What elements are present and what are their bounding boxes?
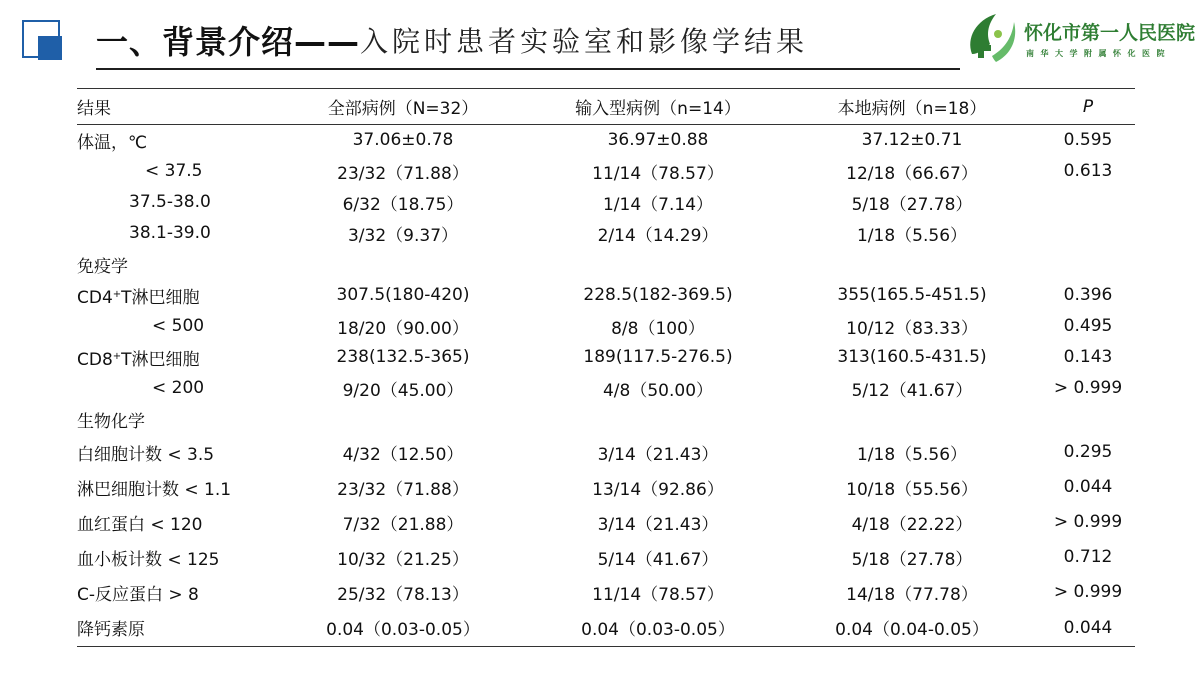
row-label	[77, 342, 273, 373]
table-row-section	[77, 404, 1135, 435]
cell-all: 23/32（71.88）	[337, 479, 469, 500]
cell-local: 5/18（27.78）	[851, 549, 973, 570]
cell-p: 0.712	[1063, 547, 1113, 567]
cell-p: 0.595	[1063, 130, 1113, 151]
cell-local: 37.12±0.71	[861, 130, 963, 151]
cell-local: 10/18（55.56）	[846, 479, 978, 500]
cell-p: > 0.999	[1053, 512, 1123, 532]
row-label: 37.5-38.0	[129, 192, 211, 212]
row-label-superscript: +	[112, 350, 122, 362]
row-label: 血小板计数 < 125	[77, 549, 220, 570]
column-header-local-cases: 本地病例（n=18）	[783, 89, 1041, 125]
cell-imported: 0.04（0.03-0.05）	[533, 610, 783, 647]
hospital-leaf-cross-logo-icon	[962, 10, 1020, 68]
hospital-name: 怀化市第一人民医院	[1024, 22, 1196, 44]
cell-p	[1041, 249, 1135, 280]
cell-imported: 13/14（92.86）	[592, 479, 724, 500]
title-underline	[96, 68, 960, 70]
cell-p: 0.495	[1063, 316, 1113, 336]
row-label-suffix: T淋巴细胞	[121, 287, 200, 308]
table-row	[77, 435, 1135, 470]
corner-filled-square	[38, 36, 62, 60]
section-label-biochemistry: 生物化学	[77, 411, 145, 432]
table-row	[77, 125, 1135, 156]
cell-imported: 1/14（7.14）	[602, 194, 714, 215]
cell-p	[1041, 187, 1135, 218]
table-row	[77, 610, 1135, 647]
column-header-all-cases: 全部病例（N=32）	[273, 89, 533, 125]
cell-all: 307.5(180-420)	[336, 285, 470, 305]
cell-p: > 0.999	[1053, 378, 1123, 398]
cell-local: 355(165.5-451.5)	[837, 285, 987, 305]
table-header-row	[77, 89, 1135, 125]
cell-local: 5/12（41.67）	[851, 380, 973, 401]
cell-imported: 11/14（78.57）	[592, 584, 724, 605]
cell-imported: 4/8（50.00）	[602, 380, 714, 401]
slide-title-main: 一、背景介绍——	[96, 23, 361, 61]
cell-all: 18/20（90.00）	[337, 318, 469, 339]
table-row	[77, 470, 1135, 505]
row-label-superscript: +	[112, 288, 122, 300]
cell-local	[783, 249, 1041, 280]
cell-p: 0.613	[1063, 161, 1113, 181]
table-row	[77, 311, 1135, 342]
cell-all: 238(132.5-365)	[336, 347, 470, 367]
table-row	[77, 156, 1135, 187]
cell-all: 10/32（21.25）	[337, 549, 469, 570]
cell-imported: 189(117.5-276.5)	[583, 347, 733, 367]
cell-p: 0.295	[1063, 442, 1113, 462]
cell-imported: 228.5(182-369.5)	[583, 285, 733, 305]
cell-p: 0.044	[1041, 610, 1135, 647]
cell-local: 12/18（66.67）	[846, 163, 978, 184]
row-label: < 37.5	[145, 161, 203, 181]
slide-title	[96, 16, 808, 66]
cell-local: 4/18（22.22）	[851, 514, 973, 535]
row-label: 降钙素原	[77, 610, 273, 647]
cell-p: 0.396	[1063, 285, 1113, 305]
slide-title-sub: 入院时患者实验室和影像学结果	[360, 25, 809, 58]
table-row	[77, 540, 1135, 575]
cell-p: > 0.999	[1053, 582, 1123, 602]
cell-imported: 11/14（78.57）	[592, 163, 724, 184]
cell-imported	[533, 249, 783, 280]
row-label-prefix: CD4	[77, 287, 113, 308]
table-row	[77, 218, 1135, 249]
cell-all: 0.04（0.03-0.05）	[273, 610, 533, 647]
column-header-p-value: P	[1041, 89, 1135, 125]
row-label-prefix: CD8	[77, 349, 113, 370]
cell-local	[783, 404, 1041, 435]
cell-p: 0.143	[1063, 347, 1113, 367]
row-label-suffix: T淋巴细胞	[121, 349, 200, 370]
section-label-immunology: 免疫学	[77, 256, 128, 277]
cell-imported: 5/14（41.67）	[597, 549, 719, 570]
column-header-result: 结果	[77, 89, 273, 125]
row-label: 38.1-39.0	[129, 223, 211, 243]
cell-all: 7/32（21.88）	[342, 514, 464, 535]
hospital-logo	[962, 8, 1196, 72]
corner-decoration	[22, 20, 74, 72]
cell-all: 37.06±0.78	[352, 130, 454, 151]
cell-imported: 36.97±0.88	[607, 130, 709, 151]
row-label: 白细胞计数 < 3.5	[77, 444, 215, 465]
cell-local: 313(160.5-431.5)	[837, 347, 987, 367]
cell-local: 10/12（83.33）	[846, 318, 978, 339]
column-header-imported-cases: 输入型病例（n=14）	[533, 89, 783, 125]
row-label	[77, 280, 273, 311]
cell-imported: 3/14（21.43）	[597, 514, 719, 535]
cell-imported	[533, 404, 783, 435]
row-label: 体温，℃	[77, 132, 148, 153]
cell-all: 25/32（78.13）	[337, 584, 469, 605]
cell-all: 4/32（12.50）	[342, 444, 464, 465]
table-row	[77, 187, 1135, 218]
cell-local: 1/18（5.56）	[856, 225, 968, 246]
table-row	[77, 373, 1135, 404]
row-label: < 200	[152, 378, 205, 398]
cell-p	[1041, 218, 1135, 249]
row-label: 血红蛋白 < 120	[77, 514, 203, 535]
table-row-section	[77, 249, 1135, 280]
cell-all	[273, 404, 533, 435]
row-label: C-反应蛋白 > 8	[77, 584, 199, 605]
cell-all: 3/32（9.37）	[347, 225, 459, 246]
table-row	[77, 505, 1135, 540]
cell-local: 14/18（77.78）	[846, 584, 978, 605]
cell-local: 5/18（27.78）	[851, 194, 973, 215]
cell-all: 9/20（45.00）	[342, 380, 464, 401]
cell-imported: 2/14（14.29）	[597, 225, 719, 246]
cell-p	[1041, 404, 1135, 435]
cell-all	[273, 249, 533, 280]
hospital-subtitle: 南华大学附属怀化医院	[1026, 49, 1171, 58]
cell-imported: 3/14（21.43）	[597, 444, 719, 465]
cell-imported: 8/8（100）	[611, 318, 705, 339]
row-label: 淋巴细胞计数 < 1.1	[77, 479, 232, 500]
cell-all: 23/32（71.88）	[337, 163, 469, 184]
cell-local: 0.04（0.04-0.05）	[783, 610, 1041, 647]
table-row	[77, 280, 1135, 311]
row-label: < 500	[152, 316, 205, 336]
table-row	[77, 575, 1135, 610]
cell-p: 0.044	[1063, 477, 1113, 497]
cell-local: 1/18（5.56）	[856, 444, 968, 465]
cell-all: 6/32（18.75）	[342, 194, 464, 215]
results-table	[77, 88, 1135, 647]
table-row	[77, 342, 1135, 373]
